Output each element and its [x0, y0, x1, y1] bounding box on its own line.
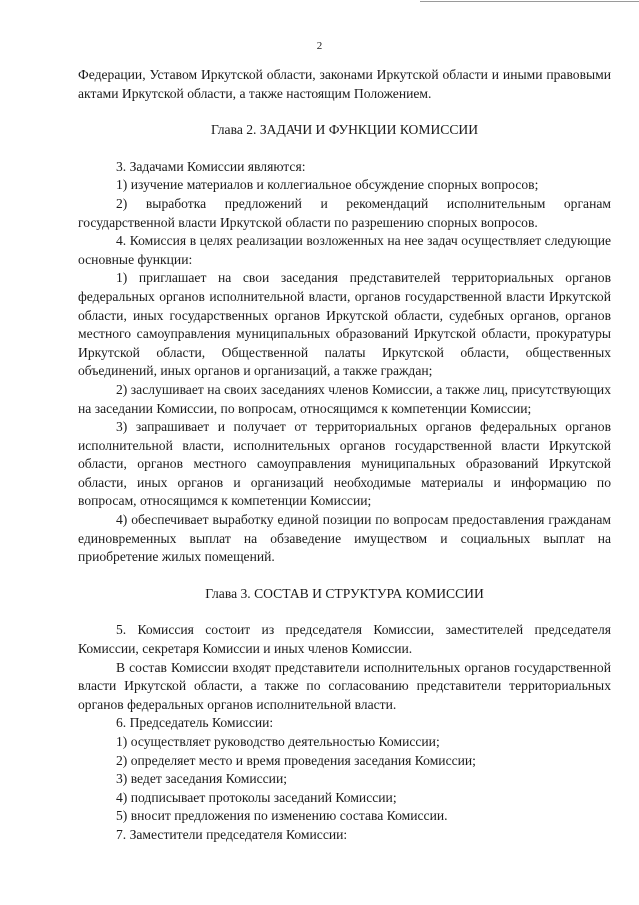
list-item: 5) вносит предложения по изменению состава Комиссии.	[116, 808, 448, 824]
paragraph: 5. Комиссия состоит из председателя Комиссии, заместителей председателя Комиссии, секретаря Комиссии и иных членов Комиссии.	[78, 622, 611, 657]
list-item: 3) запрашивает и получает от территориальных органов федеральных органов исполнительной власти, исполнительных органов государственной власти Иркутской области, органов местного самоуправления муниципальных образований Иркутской области, иных органов и организаций необходимые материалы и информацию по вопросам, относящимся к компетенции Комиссии;	[78, 419, 611, 509]
paragraph: 4. Комиссия в целях реализации возложенных на нее задач осуществляет следующие основные функции:	[78, 233, 611, 267]
paragraph: 6. Председатель Комиссии:	[116, 715, 274, 731]
paragraph: Федерации, Уставом Иркутской области, законами Иркутской области и иными правовыми актами Иркутской области, а также настоящим Положением.	[78, 67, 611, 101]
paragraph: 7. Заместители председателя Комиссии:	[116, 826, 348, 842]
chapter-heading: Глава 3. СОСТАВ И СТРУКТУРА КОМИССИИ	[205, 585, 484, 601]
page-number: 2	[316, 40, 323, 52]
list-item: 1) приглашает на свои заседания представителей территориальных органов федеральных органов исполнительной власти, органов государственной власти Иркутской области, иных государственных органов Иркутской области, судебных органов, органов местного самоуправления муниципальных образований Иркутской области, прокуратуры Иркутской области, Общественной палаты Иркутской области, общественных объединений, иных органов и организаций, а также граждан;	[78, 270, 611, 379]
scan-edge-line	[420, 1, 639, 2]
list-item: 2) заслушивает на своих заседаниях членов Комиссии, а также лиц, присутствующих на заседании Комиссии, по вопросам, относящимся к компетенции Комиссии;	[78, 381, 611, 416]
list-item: 4) подписывает протоколы заседаний Комиссии;	[116, 789, 397, 805]
list-item: 2) выработка предложений и рекомендаций исполнительным органам государственной власти Иркутской области по разрешению спорных вопросов.	[78, 195, 611, 230]
chapter-heading: Глава 2. ЗАДАЧИ И ФУНКЦИИ КОМИССИИ	[210, 122, 479, 138]
list-item: 3) ведет заседания Комиссии;	[116, 771, 288, 787]
paragraph: В состав Комиссии входят представители исполнительных органов государственной власти Иркутской области, а также по согласованию представители территориальных органов федеральных органов исполнительной власти.	[78, 659, 611, 712]
list-item: 1) осуществляет руководство деятельностью Комиссии;	[116, 734, 440, 749]
list-item: 2) определяет место и время проведения заседания Комиссии;	[116, 752, 476, 768]
paragraph: 3. Задачами Комиссии являются:	[116, 158, 306, 174]
list-item: 4) обеспечивает выработку единой позиции по вопросам предоставления гражданам единовременных выплат на обзаведение имуществом и социальных выплат на приобретение жилых помещений.	[78, 512, 611, 565]
list-item: 1) изучение материалов и коллегиальное обсуждение спорных вопросов;	[116, 177, 539, 193]
document-body	[78, 66, 611, 845]
